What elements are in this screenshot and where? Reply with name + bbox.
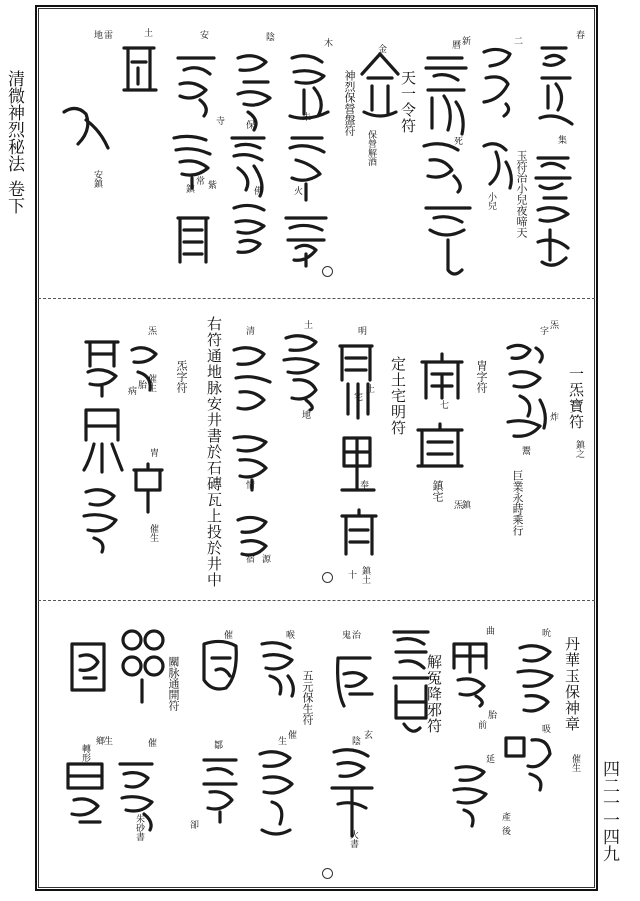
note-label: 保: [244, 120, 254, 129]
talisman-caption: 鎮土: [360, 566, 370, 584]
note-label: 催: [146, 738, 156, 747]
note-label: 延: [484, 754, 494, 763]
note-label: 地: [92, 30, 102, 39]
sigil-glyph: [336, 506, 382, 560]
note-label: 催生: [146, 374, 156, 392]
sigil-glyph: [118, 40, 160, 98]
note-label: 佛: [252, 186, 262, 195]
note-label: 吸: [540, 724, 550, 733]
sigil-glyph: [500, 340, 556, 450]
talisman-title: 玉符治小兒夜啼天: [515, 150, 528, 238]
sigil-glyph: [196, 752, 244, 824]
sigil-glyph: [446, 760, 494, 830]
sigil-glyph: [476, 40, 518, 120]
talisman-title: 關脉通開符: [167, 656, 180, 711]
sigil-glyph: [252, 746, 300, 846]
note-label: 生: [102, 736, 112, 745]
note-label: 七: [438, 400, 448, 409]
talisman-title: 定土宅明符: [389, 356, 407, 436]
section-divider-top: [38, 298, 595, 299]
sigil-glyph: [336, 430, 378, 496]
note-label: 後: [500, 826, 510, 835]
note-label: 未: [300, 112, 310, 121]
note-label: 木: [322, 38, 332, 47]
instruction-note: 右符通地脉安井書於石磚瓦上投於井中: [205, 316, 223, 588]
note-label: 喉: [284, 630, 294, 639]
sigil-glyph: [356, 50, 404, 120]
sigil-glyph: [282, 130, 334, 202]
sigil-glyph: [226, 340, 280, 420]
sigil-glyph: [500, 730, 558, 796]
sigil-glyph: [76, 482, 124, 554]
note-label: 炁: [452, 500, 462, 509]
talisman-title: 丹華玉保神章: [563, 636, 581, 732]
note-label: 春: [574, 30, 584, 39]
note-label: 源: [260, 554, 270, 563]
note-label: 土: [302, 320, 312, 329]
sigil-glyph: [78, 404, 126, 476]
note-label: 生: [276, 736, 286, 745]
binding-hole: [322, 868, 333, 879]
talisman-title: 天一令符: [399, 70, 417, 134]
sigil-glyph: [530, 150, 575, 275]
note-label: 明: [356, 326, 366, 335]
sigil-glyph: [276, 330, 328, 412]
talisman-subtitle: 鎮之: [574, 440, 584, 458]
talisman-title: 炁字符: [175, 360, 188, 393]
sigil-glyph: [446, 636, 496, 708]
note-label: 二: [512, 36, 522, 45]
note-label: 情: [244, 480, 254, 489]
note-label: 小兒: [486, 192, 496, 210]
sigil-glyph: [332, 340, 380, 420]
sigil-glyph: [56, 100, 116, 156]
talisman-caption: 轉形: [80, 744, 90, 762]
talisman-title: 五元保生符: [301, 670, 314, 725]
sigil-glyph: [170, 212, 216, 268]
note-label: 鄒: [212, 740, 222, 749]
note-label: 鄉: [94, 736, 104, 745]
note-label: 鎮: [460, 500, 470, 509]
sigil-glyph: [196, 636, 246, 696]
note-label: 曆: [450, 40, 460, 49]
note-label: 炁: [548, 320, 558, 329]
sigil-glyph: [170, 50, 222, 120]
note-label: 安鎮: [92, 170, 102, 188]
note-label: 吮: [540, 628, 550, 637]
sigil-glyph: [114, 626, 170, 706]
note-label: 紫: [206, 180, 216, 189]
sigil-glyph: [254, 636, 300, 700]
note-label: 前: [476, 720, 486, 729]
binding-hole: [322, 572, 333, 583]
sigil-glyph: [412, 420, 470, 474]
note-label: 鎮: [184, 184, 194, 193]
note-label: 催: [286, 730, 296, 739]
sigil-glyph: [226, 200, 272, 262]
sigil-glyph: [330, 650, 380, 714]
note-label: 鬼: [340, 630, 350, 639]
note-label: 炁: [146, 326, 156, 335]
sigil-glyph: [324, 744, 380, 840]
note-label: 曲: [484, 626, 494, 635]
note-label: 地: [300, 410, 310, 419]
talisman-caption: 催生: [148, 524, 158, 542]
talisman-caption: 巨業永蒔乘行: [511, 470, 524, 536]
note-label: 十: [346, 570, 356, 579]
note-label: 宅: [352, 392, 362, 401]
note-label: 產: [500, 812, 510, 821]
sigil-glyph: [386, 624, 436, 744]
note-label: 胄: [148, 448, 158, 457]
note-label: 炸: [548, 412, 558, 421]
talisman-subtitle: 催生: [570, 754, 580, 772]
note-label: 安: [198, 30, 208, 39]
talisman-title: 解冤降邪符: [425, 654, 443, 734]
note-label: 宿: [244, 554, 254, 563]
note-label: 火: [292, 186, 302, 195]
talisman-title: 一炁寶符: [567, 366, 585, 430]
section-divider-bottom: [38, 600, 595, 601]
note-label: 胎: [486, 710, 496, 719]
sigil-glyph: [60, 756, 112, 832]
note-label: 新: [460, 36, 470, 45]
talisman-caption: 鎮宅: [431, 480, 444, 502]
sigil-glyph: [510, 640, 560, 720]
sigil-glyph: [64, 636, 112, 698]
page-number: 四二一一四九: [599, 760, 619, 862]
note-label: 卻: [188, 820, 198, 829]
note-label: 鬻: [520, 446, 530, 455]
note-label: 玄: [362, 730, 372, 739]
talisman-caption: 火書: [348, 830, 358, 848]
sigil-glyph: [80, 336, 124, 400]
sigil-glyph: [418, 50, 474, 140]
note-label: 金: [376, 44, 386, 53]
note-label: 陰: [264, 32, 274, 41]
note-label: 土: [142, 28, 152, 37]
talisman-title: 胄字符: [475, 360, 488, 393]
note-label: 雷: [102, 30, 112, 39]
note-label: 治: [350, 630, 360, 639]
sigil-glyph: [414, 136, 472, 196]
note-label: 胎: [136, 380, 146, 389]
sigil-glyph: [420, 200, 478, 280]
note-label: 死: [452, 136, 462, 145]
note-label: 催: [222, 630, 232, 639]
note-label: 常: [194, 176, 204, 185]
talisman-title: 神烈保營盤符: [343, 70, 356, 136]
talisman-caption: 朱砂書: [134, 814, 144, 841]
sigil-glyph: [536, 38, 576, 138]
note-label: 寺: [214, 116, 224, 125]
sigil-glyph: [278, 210, 334, 268]
sigil-glyph: [224, 130, 272, 202]
sigil-glyph: [476, 136, 520, 196]
note-label: 病: [126, 386, 136, 395]
note-label: 清: [244, 326, 254, 335]
note-label: 奉: [358, 480, 368, 489]
note-label: 集: [556, 135, 566, 144]
note-label: 陰: [350, 736, 360, 745]
sigil-glyph: [414, 350, 470, 404]
note-label: 字: [538, 326, 548, 335]
talisman-subtitle: 保營解酒: [366, 130, 376, 166]
sigil-glyph: [128, 460, 168, 516]
book-title: 清微神烈秘法卷下: [4, 70, 24, 214]
note-label: 土: [364, 384, 374, 393]
